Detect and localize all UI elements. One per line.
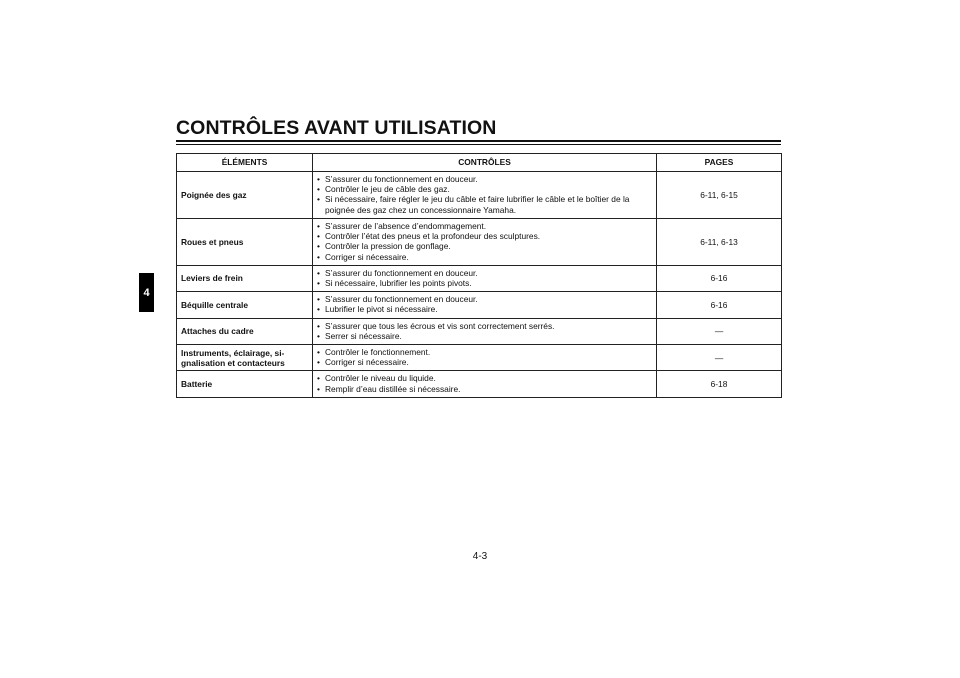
table-row <box>177 172 782 219</box>
check-item: • S’assurer du fonctionnement en douceur. <box>317 268 652 278</box>
check-item: • Si nécessaire, faire régler le jeu du câble et faire lubrifier le câble et le boîtier de la poignée des gaz chez un concessionnaire Yamaha. <box>317 194 652 214</box>
item-cell: Instruments, éclairage, si-gnalisation et contacteurs <box>177 345 313 371</box>
page-number: 4-3 <box>472 551 488 562</box>
check-item: • S’assurer du fonctionnement en douceur. <box>317 174 652 184</box>
check-item: • Contrôler l’état des pneus et la profondeur des sculptures. <box>317 231 652 241</box>
checks-cell <box>313 265 657 291</box>
check-item: • Lubrifier le pivot si nécessaire. <box>317 304 652 314</box>
table-header-row <box>177 154 782 172</box>
table-row <box>177 292 782 318</box>
checks-cell <box>313 172 657 219</box>
check-item: • Corriger si nécessaire. <box>317 252 652 262</box>
table-row <box>177 318 782 344</box>
check-item: • Serrer si nécessaire. <box>317 331 652 341</box>
table-row <box>177 218 782 265</box>
chapter-tab: 4 <box>139 273 154 312</box>
pages-cell: 6-16 <box>657 292 782 318</box>
check-item: • Contrôler la pression de gonflage. <box>317 241 652 251</box>
item-cell: Attaches du cadre <box>177 318 313 344</box>
table-row <box>177 345 782 371</box>
checks-cell <box>313 292 657 318</box>
column-header-controles: CONTRÔLES <box>313 154 657 172</box>
checks-cell <box>313 345 657 371</box>
checks-cell <box>313 218 657 265</box>
checks-cell <box>313 371 657 397</box>
item-cell: Poignée des gaz <box>177 172 313 219</box>
title-rule-thin <box>176 144 781 145</box>
check-item: • Contrôler le fonctionnement. <box>317 347 652 357</box>
check-item: • Contrôler le jeu de câble des gaz. <box>317 184 652 194</box>
check-item: • Corriger si nécessaire. <box>317 357 652 367</box>
item-cell: Leviers de frein <box>177 265 313 291</box>
pages-cell: 6-18 <box>657 371 782 397</box>
table-row <box>177 371 782 397</box>
pages-cell: — <box>657 345 782 371</box>
check-item: • Remplir d’eau distillée si nécessaire. <box>317 384 652 394</box>
item-cell: Batterie <box>177 371 313 397</box>
check-item: • S’assurer du fonctionnement en douceur. <box>317 294 652 304</box>
pages-cell: 6-16 <box>657 265 782 291</box>
page-title: CONTRÔLES AVANT UTILISATION <box>176 117 497 139</box>
item-cell: Béquille centrale <box>177 292 313 318</box>
column-header-pages: PAGES <box>657 154 782 172</box>
check-item: • S’assurer de l’absence d’endommagement. <box>317 221 652 231</box>
pages-cell: 6-11, 6-13 <box>657 218 782 265</box>
table-row <box>177 265 782 291</box>
pages-cell: — <box>657 318 782 344</box>
check-item: • Si nécessaire, lubrifier les points pivots. <box>317 278 652 288</box>
item-cell: Roues et pneus <box>177 218 313 265</box>
pages-cell: 6-11, 6-15 <box>657 172 782 219</box>
title-rule-thick <box>176 140 781 142</box>
check-item: • Contrôler le niveau du liquide. <box>317 373 652 383</box>
checks-cell <box>313 318 657 344</box>
column-header-elements: ÉLÉMENTS <box>177 154 313 172</box>
checks-table <box>176 153 782 398</box>
check-item: • S’assurer que tous les écrous et vis sont correctement serrés. <box>317 321 652 331</box>
